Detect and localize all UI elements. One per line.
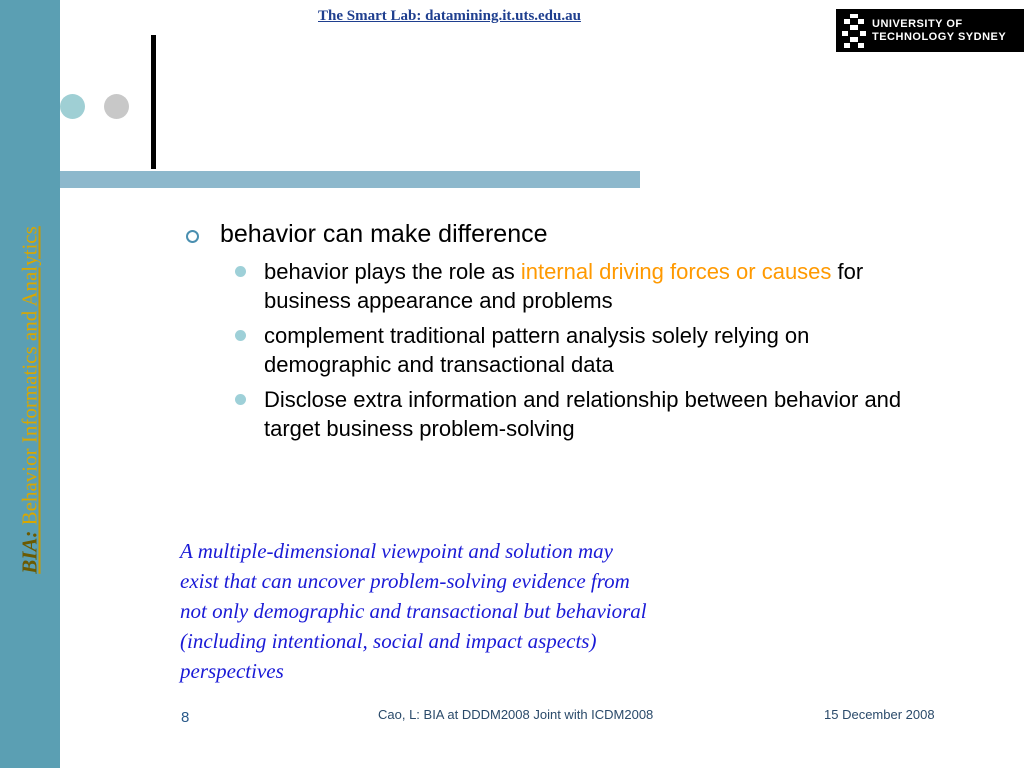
bullet-main-text: behavior can make difference	[220, 220, 548, 248]
sidebar-vertical-title[interactable]	[18, 226, 43, 574]
dot-bullet-icon	[235, 394, 246, 405]
slide-number: 8	[181, 709, 190, 726]
footer-date: 15 December 2008	[824, 707, 935, 722]
note-line-2: exist that can uncover problem-solving evidence from	[180, 569, 630, 593]
uts-emblem-icon	[840, 13, 868, 49]
uts-logo-line1: UNIVERSITY OF	[872, 17, 963, 30]
sub-bullet-3	[180, 385, 940, 443]
sub-bullet-1-text-a: behavior plays the role as	[264, 259, 521, 284]
sub-bullet-1-highlight: internal driving forces or causes	[520, 259, 832, 284]
sub-bullet-2-text: complement traditional pattern analysis solely relying on demographic and transactional data	[264, 323, 810, 377]
sidebar-band	[0, 0, 60, 768]
sidebar-bia-label: BIA:	[17, 530, 42, 574]
sidebar-title-label: Behavior Informatics and Analytics	[17, 226, 42, 531]
ring-bullet-icon	[186, 230, 199, 243]
note-line-4: (including intentional, social and impact aspects)	[180, 629, 597, 653]
uts-logo	[836, 9, 1024, 52]
decorative-dot-gray	[104, 94, 129, 119]
footer-citation: Cao, L: BIA at DDDM2008 Joint with ICDM2008	[378, 707, 654, 722]
note-line-5: perspectives	[180, 659, 284, 683]
note-line-3: not only demographic and transactional but behavioral	[180, 599, 647, 623]
sub-bullet-3-text: Disclose extra information and relationship between behavior and target business problem-solving	[264, 387, 902, 441]
note-line-1: A multiple-dimensional viewpoint and solution may	[180, 539, 613, 563]
dot-bullet-icon	[235, 330, 246, 341]
decorative-dot-teal	[60, 94, 85, 119]
decorative-vertical-line	[151, 35, 156, 169]
sub-bullet-2	[180, 321, 940, 379]
slide-content	[180, 220, 940, 449]
uts-logo-line2: TECHNOLOGY SYDNEY	[872, 30, 1007, 43]
uts-logo-text	[872, 18, 1006, 44]
sub-bullet-1	[180, 257, 940, 315]
title-divider-bar	[60, 171, 640, 188]
sub-bullet-1-text-b: for business appearance and problems	[264, 259, 864, 313]
bullet-main	[180, 220, 940, 249]
header-link[interactable]: The Smart Lab: datamining.it.uts.edu.au	[318, 8, 581, 24]
dot-bullet-icon	[235, 266, 246, 277]
italic-note	[180, 536, 840, 686]
